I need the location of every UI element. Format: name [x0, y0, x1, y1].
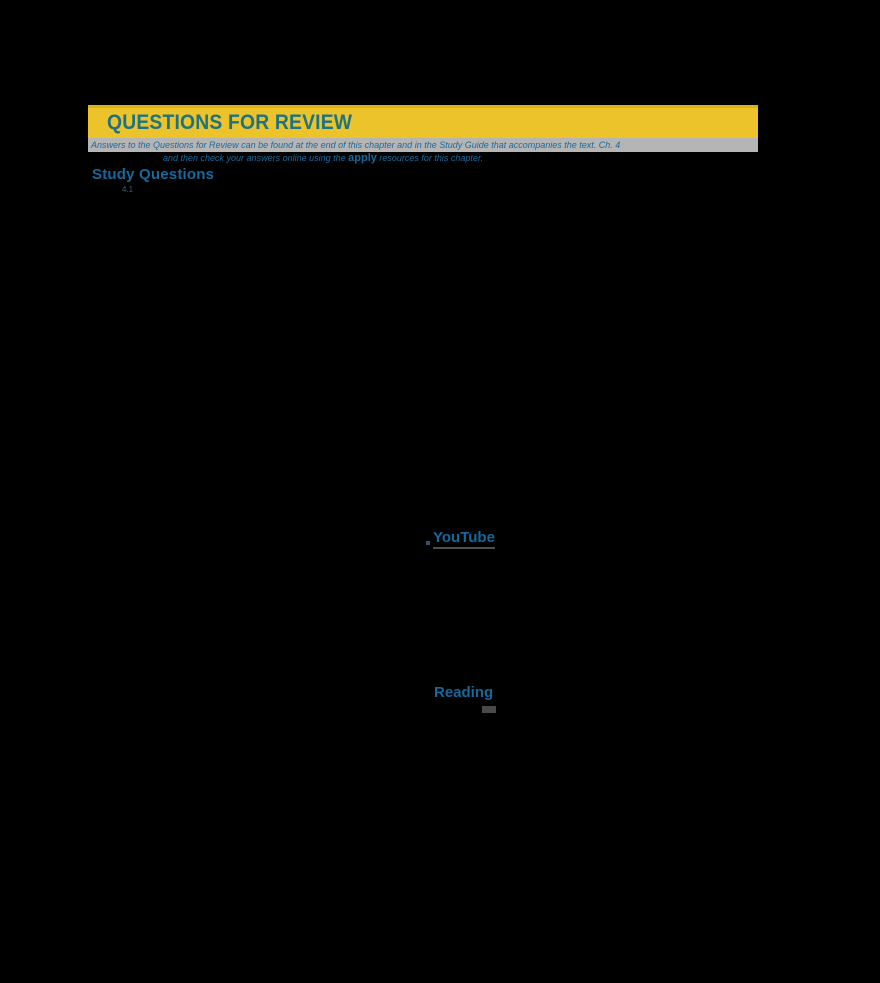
- note-keyword-link[interactable]: apply: [348, 152, 377, 164]
- section-banner: [88, 105, 758, 138]
- term1-bullet-mark: [426, 541, 430, 545]
- note-highlight-strip: [88, 138, 758, 152]
- study-questions-heading: Study Questions: [92, 166, 215, 183]
- term2-underline-fragment: [482, 706, 496, 713]
- note-line2-after: resources for this chapter.: [379, 153, 484, 163]
- note-text-line1: Answers to the Questions for Review can be found at the end of this chapter and in the Study Guide that accompanies the text. Ch. 4: [91, 140, 621, 150]
- note-text-line2: [163, 152, 483, 165]
- section-title: QUESTIONS FOR REVIEW: [107, 111, 353, 134]
- study-questions-subnumber: 4.1: [122, 185, 134, 194]
- term-link-reading[interactable]: Reading: [434, 684, 494, 701]
- note-line2-before: and then check your answers online using the: [163, 153, 346, 163]
- term-link-youtube[interactable]: YouTube: [433, 529, 495, 549]
